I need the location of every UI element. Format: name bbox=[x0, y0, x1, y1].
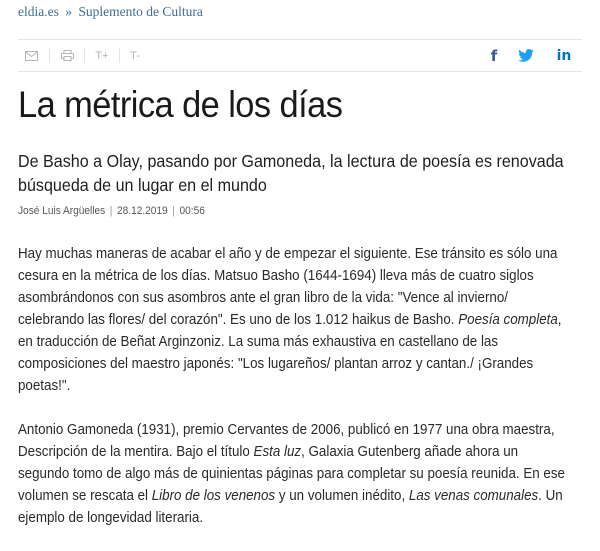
paragraph-text: Antonio Gamoneda (1931), premio Cervantes de 2006, publicó en 1977 una obra maestra, Descripción de la mentira. Bajo el título bbox=[18, 422, 555, 460]
article-paragraph bbox=[18, 419, 570, 529]
twitter-icon bbox=[518, 49, 534, 62]
paragraph-text: y un volumen inédito, bbox=[275, 488, 409, 504]
font-increase-icon: T+ bbox=[95, 49, 109, 62]
facebook-share-button[interactable] bbox=[484, 40, 504, 71]
byline-separator: | bbox=[109, 205, 113, 217]
toolbar-divider bbox=[119, 48, 120, 63]
paragraph-text: , Galaxia Gutenberg añade ahora un segundo tomo de algo más de quinientas páginas para completar su poesía reunida. En ese volumen se rescata el bbox=[18, 444, 565, 504]
paragraph-text: Hay muchas maneras de acabar el año y de empezar el siguiente. Ese tránsito es sólo una cesura en la métrica de los días. Matsuo Basho (1644-1694) lleva más de cuatro siglos asombrándonos con sus asombros ante el gran libro de la vida: "Vence al invierno/ celebrando las flores/ del corazón". Es uno de los 1.012 haikus de Basho. bbox=[18, 246, 558, 328]
publish-time: 00:56 bbox=[179, 205, 205, 217]
breadcrumb-section-link[interactable]: Suplemento de Cultura bbox=[78, 4, 203, 19]
italic-title-text: Poesía completa bbox=[458, 312, 558, 328]
breadcrumb-site-link[interactable]: eldia.es bbox=[18, 4, 59, 19]
italic-title-text: Las venas comunales bbox=[408, 488, 539, 504]
font-increase-button[interactable] bbox=[88, 40, 116, 71]
article-toolbar bbox=[18, 39, 582, 72]
article-subtitle: De Basho a Olay, pasando por Gamoneda, la lectura de poesía es renovada búsqueda de un lugar en el mundo bbox=[18, 151, 564, 195]
toolbar-divider bbox=[84, 48, 85, 63]
author-name: José Luis Argüelles bbox=[18, 205, 106, 217]
mail-icon bbox=[25, 51, 38, 61]
font-decrease-button[interactable] bbox=[122, 40, 148, 71]
linkedin-icon: in bbox=[556, 47, 572, 64]
italic-title-text: Libro de los venenos bbox=[151, 488, 276, 504]
linkedin-share-button[interactable] bbox=[552, 40, 576, 71]
print-button[interactable] bbox=[54, 40, 80, 71]
breadcrumb bbox=[18, 4, 203, 24]
article-paragraph bbox=[18, 243, 570, 397]
byline-separator: | bbox=[172, 205, 175, 217]
paragraph-text: . Un ejemplo de longevidad literaria. bbox=[18, 488, 563, 526]
twitter-share-button[interactable] bbox=[515, 40, 537, 71]
email-share-button[interactable] bbox=[18, 40, 44, 71]
paragraph-text: , en traducción de Beñat Arginzoniz. La suma más exhaustiva en castellano de las composiciones del maestro japonés: "Los lugareños/ plantan arroz y cantan./ ¡Grandes poetas!". bbox=[18, 312, 562, 394]
font-decrease-icon: T- bbox=[130, 49, 140, 62]
facebook-icon: f bbox=[490, 46, 498, 65]
article-headline: La métrica de los días bbox=[18, 84, 343, 125]
italic-title-text: Esta luz bbox=[253, 444, 302, 460]
article-byline bbox=[18, 205, 205, 217]
publish-date: 28.12.2019 bbox=[117, 205, 168, 217]
breadcrumb-separator: » bbox=[65, 4, 72, 19]
print-icon bbox=[61, 50, 74, 61]
toolbar-divider bbox=[49, 48, 50, 63]
article-body bbox=[18, 243, 570, 551]
